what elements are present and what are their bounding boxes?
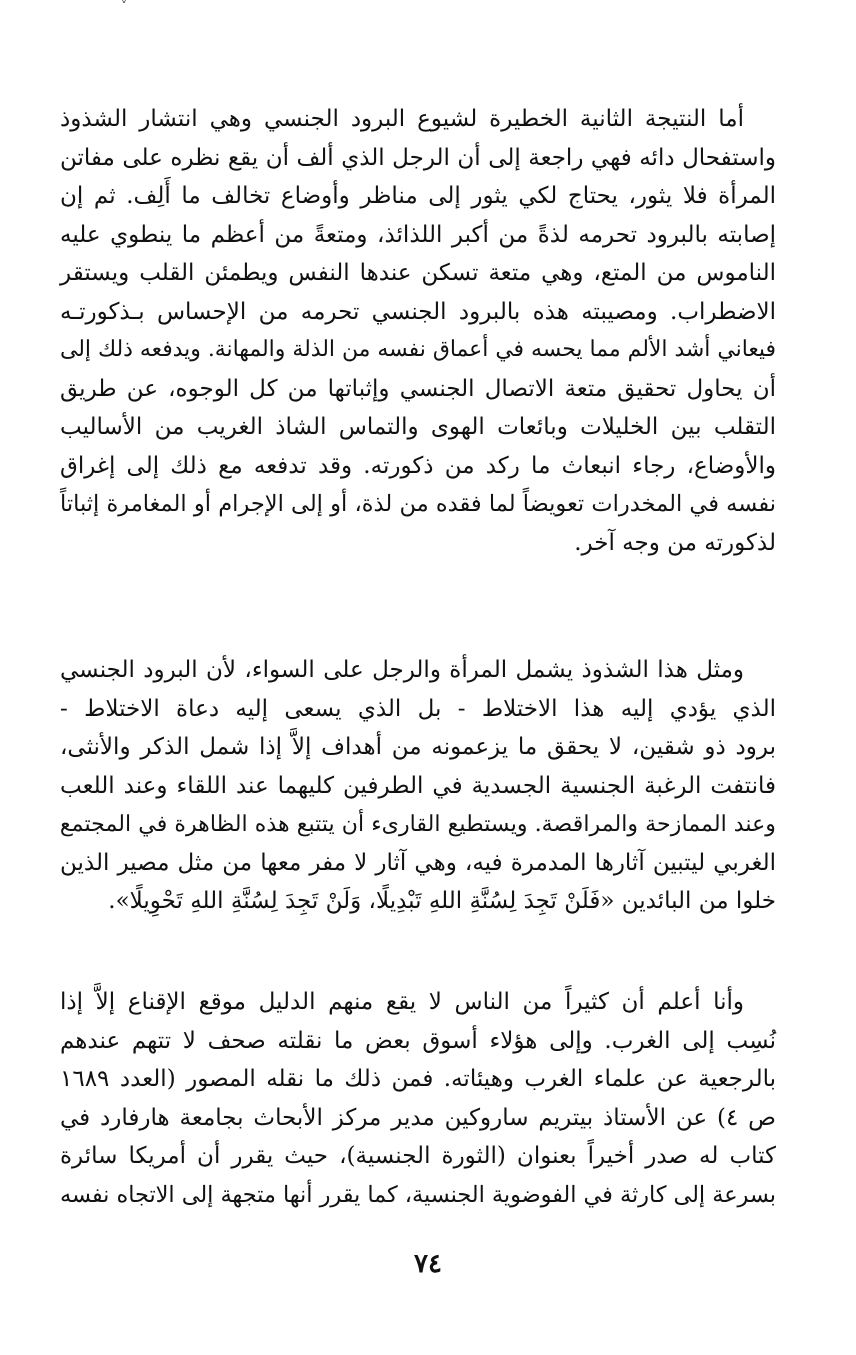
paragraph-2: [60, 651, 776, 921]
text-line: الغربي ليتبين آثارها المدمرة فيه، وهي آثار لا مفر معها من مثل مصير الذين: [60, 849, 776, 876]
text-line: فيعاني أشد الألم مما يحسه في أعماق نفسه من الذلة والمهانة. ويدفعه ذلك إلى: [60, 337, 776, 362]
text-line: نفسه في المخدرات تعويضاً لما فقده من لذة، أو إلى الإجرام أو المغامرة إثباتاً: [60, 491, 776, 517]
text-line: والأوضاع، رجاء انبعاث ما ركد من ذكورته. وقد تدفعه مع ذلك إلى إغراق: [60, 452, 776, 479]
text-line: وعند الممازحة والمراقصة. ويستطيع القارىء أن يتتبع هذه الظاهرة في المجتمع: [59, 811, 776, 837]
text-line: ص ٤) عن الأستاذ بيتريم ساروكين مدير مركز الأبحاث بجامعة هارفارد في: [60, 1104, 776, 1131]
text-line: واستفحال دائه فهي راجعة إلى أن الرجل الذي ألف أن يقع نظره على مفاتن: [60, 144, 776, 171]
paragraph-1: [60, 100, 776, 562]
text-line: إصابته بالبرود تحرمه لذةً من أكبر اللذائذ، ومتعةً من أعظم ما ينطوي عليه: [60, 221, 776, 248]
text-line: أن يحاول تحقيق متعة الاتصال الجنسي وإثباتها من كل الوجوه، عن طريق: [60, 375, 776, 402]
text-line: ومثل هذا الشذوذ يشمل المرأة والرجل على السواء، لأن البرود الجنسي: [60, 657, 744, 683]
text-line: المرأة فلا يثور، يحتاج لكي يثور إلى مناظر وأوضاع تخالف ما أَلِف. ثم إن: [60, 183, 776, 209]
text-line: أما النتيجة الثانية الخطيرة لشيوع البرود الجنسي وهي انتشار الشذوذ: [60, 106, 744, 132]
text-line: الناموس من المتع، وهي متعة تسكن عندها النفس ويطمئن القلب ويستقر: [60, 260, 776, 286]
text-line: التقلب بين الخليلات وبائعات الهوى والتماس الشاذ الغريب من الأساليب: [60, 414, 776, 440]
text-line: بسرعة إلى كارثة في الفوضوية الجنسية، كما يقرر أنها متجهة إلى الاتجاه نفسه: [60, 1181, 776, 1208]
text-line: كتاب له صدر أخيراً بعنوان (الثورة الجنسية)، حيث يقرر أن أمريكا سائرة: [60, 1143, 776, 1169]
text-line: وأنا أعلم أن كثيراً من الناس لا يقع منهم الدليل موقع الإقناع إلاَّ إذا: [60, 989, 744, 1015]
text-line: فانتفت الرغبة الجنسية الجسدية في الطرفين كليهما عند اللقاء وعند اللعب: [60, 772, 776, 799]
text-line: نُسِب إلى الغرب. وإلى هؤلاء أسوق بعض ما نقلته صحف لا تتهم عندهم: [60, 1027, 776, 1054]
corner-mark: ˅: [121, 0, 127, 13]
paragraph-3: [60, 983, 776, 1214]
page-number: ٧٤: [414, 1249, 442, 1279]
text-line: خلوا من البائدين «فَلَنْ تَجِدَ لِسُنَّةِ اللهِ تَبْدِيلًا، وَلَنْ تَجِدَ لِسُنَّةِ اللهِ تَحْوِيلًا».: [108, 888, 776, 914]
text-line: برود ذو شقين، لا يحقق ما يزعمونه من أهداف إلاَّ إذا شمل الذكر والأنثى،: [60, 734, 776, 760]
text-line: الذي يؤدي إليه هذا الاختلاط - بل الذي يسعى إليه دعاة الاختلاط -: [60, 695, 776, 722]
text-line: بالرجعية عن علماء الغرب وهيئاته. فمن ذلك ما نقله المصور (العدد ١٦٨٩: [60, 1066, 776, 1092]
text-line: لذكورته من وجه آخر.: [574, 529, 776, 556]
text-line: الاضطراب. ومصيبته هذه بالبرود الجنسي تحرمه من الإحساس بـذكورتـه: [60, 298, 776, 325]
